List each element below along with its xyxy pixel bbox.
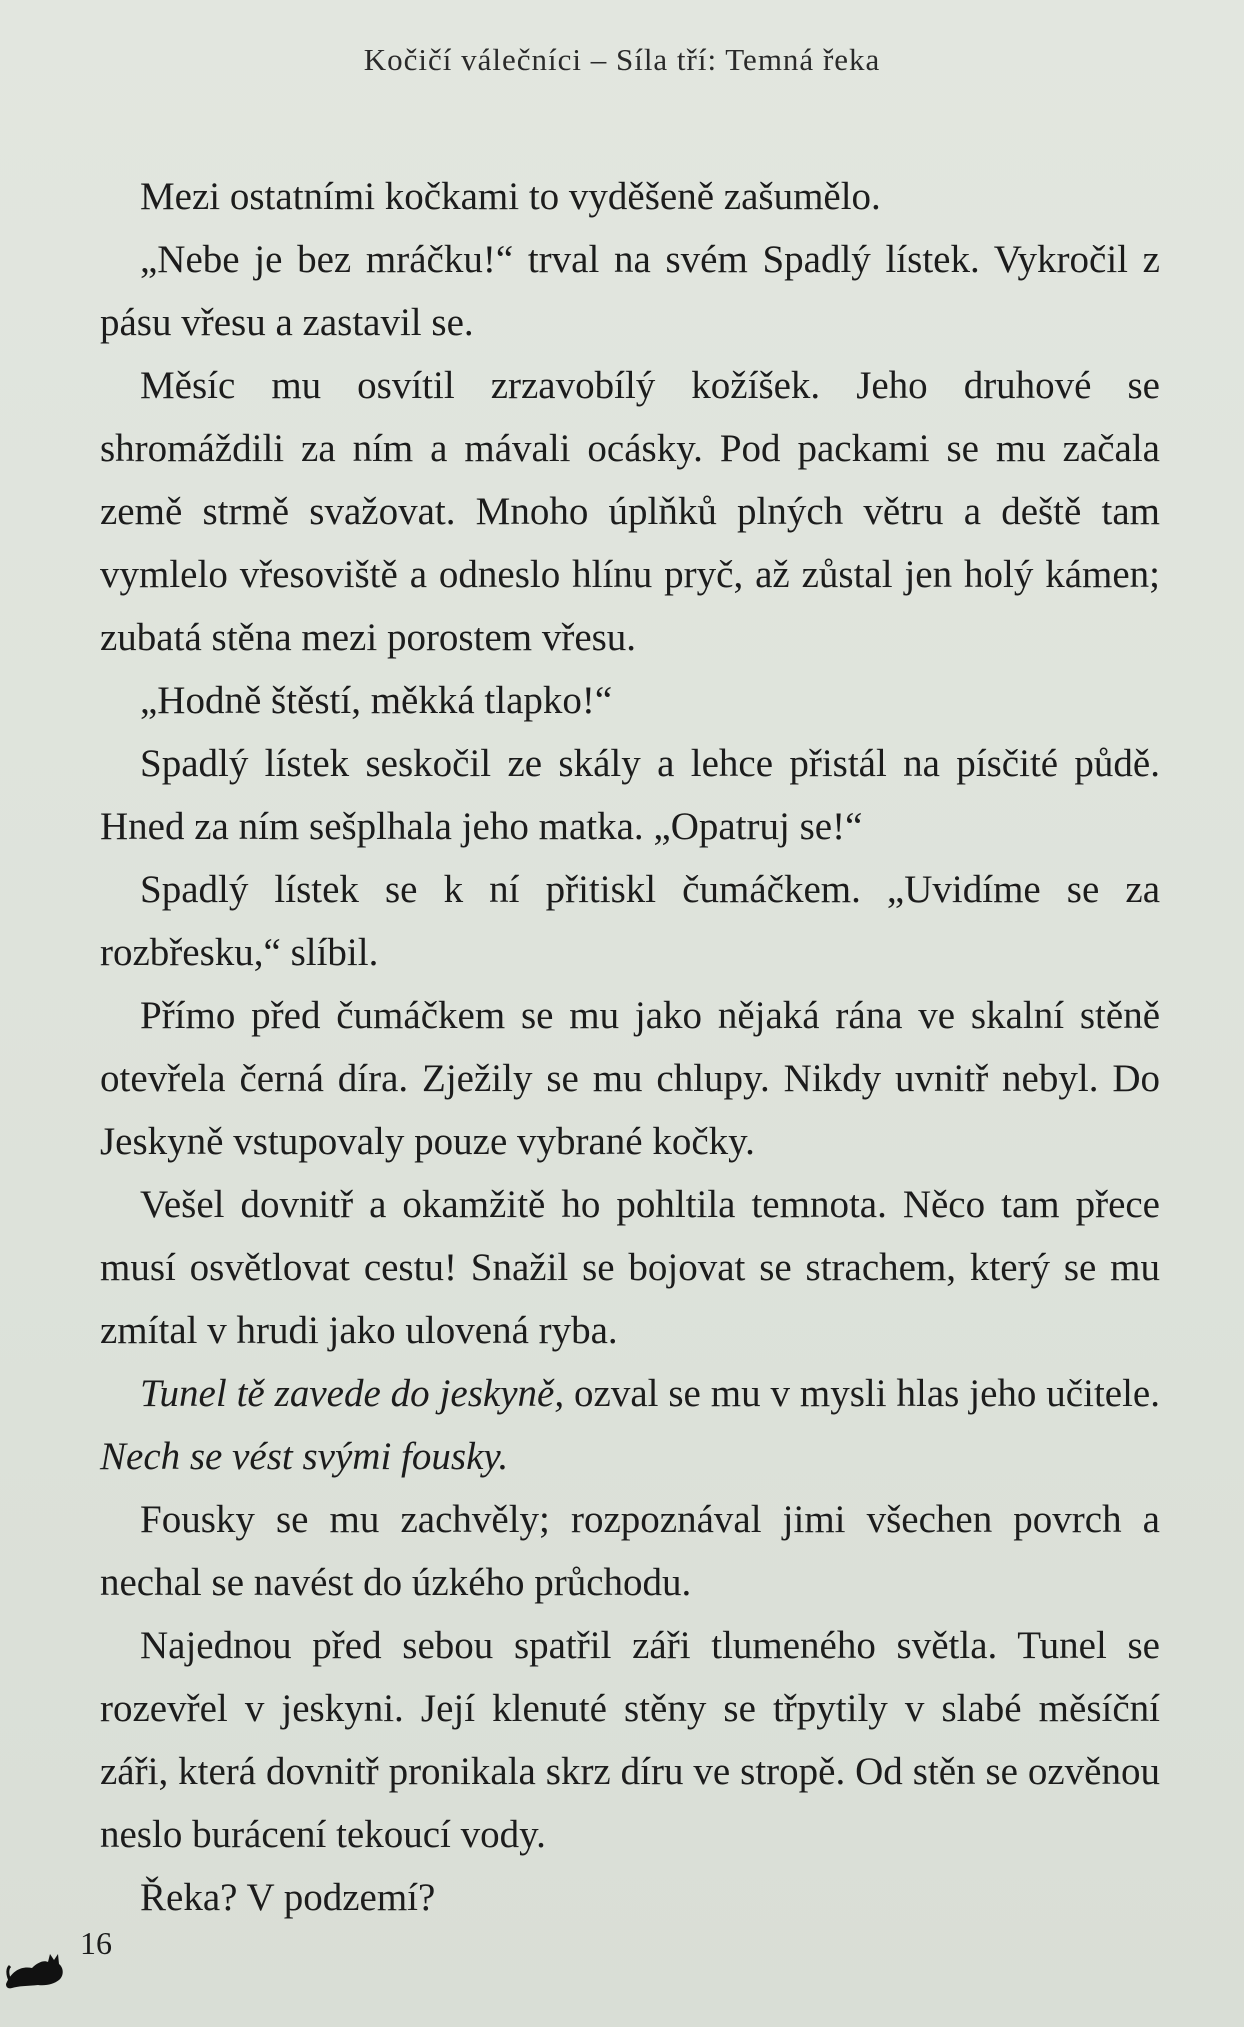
paragraph-thought <box>100 1362 1160 1488</box>
paragraph: „Hodně štěstí, měkká tlapko!“ <box>140 679 613 722</box>
paragraph: Vešel dovnitř a okamžitě ho pohltila temnota. Něco tam přece musí osvětlovat cestu! Snažil se bojovat se strachem, který se mu zmítal v hrudi jako ulovená ryba. <box>100 1183 1160 1352</box>
paragraph: Mezi ostatními kočkami to vyděšeně zašumělo. <box>140 175 881 218</box>
narration-text: ozval se mu v mysli hlas jeho učitele. <box>564 1372 1160 1415</box>
paragraph: Najednou před sebou spatřil záři tlumeného světla. Tunel se rozevřel v jeskyni. Její klenuté stěny se třpytily v slabé měsíční záři, která dovnitř pronikala skrz díru ve stropě. Od stěn se ozvěnou neslo burácení tekoucí vody. <box>100 1624 1160 1856</box>
cat-silhouette-icon <box>4 1940 66 1990</box>
paragraph: Měsíc mu osvítil zrzavobílý kožíšek. Jeho druhové se shromáždili za ním a mávali ocásky. Pod packami se mu začala země strmě svažovat. Mnoho úplňků plných větru a deště tam vymlelo vřesoviště a odneslo hlínu pryč, až zůstal jen holý kámen; zubatá stěna mezi porostem vřesu. <box>100 364 1160 659</box>
running-head: Kočičí válečníci – Síla tří: Temná řeka <box>363 42 881 77</box>
paragraph: Řeka? V podzemí? <box>140 1876 436 1919</box>
paragraph: Fousky se mu zachvěly; rozpoznával jimi všechen povrch a nechal se navést do úzkého průchodu. <box>100 1498 1160 1604</box>
paragraph: Spadlý lístek se k ní přitiskl čumáčkem. „Uvidíme se za rozbřesku,“ slíbil. <box>100 868 1160 974</box>
paragraph: „Nebe je bez mráčku!“ trval na svém Spadlý lístek. Vykročil z pásu vřesu a zastavil se. <box>100 238 1160 344</box>
paragraph: Přímo před čumáčkem se mu jako nějaká rána ve skalní stěně otevřela černá díra. Zježily se mu chlupy. Nikdy uvnitř nebyl. Do Jeskyně vstupovaly pouze vybrané kočky. <box>100 994 1160 1163</box>
italic-thought-start: Tunel tě zavede do jeskyně, <box>140 1372 565 1415</box>
page-number: 16 <box>80 1925 112 1961</box>
body-text <box>100 165 1160 1929</box>
paragraph: Spadlý lístek seskočil ze skály a lehce přistál na písčité půdě. Hned za ním sešplhala jeho matka. „Opatruj se!“ <box>100 742 1160 848</box>
italic-thought-end: Nech se vést svými fousky. <box>100 1435 509 1478</box>
